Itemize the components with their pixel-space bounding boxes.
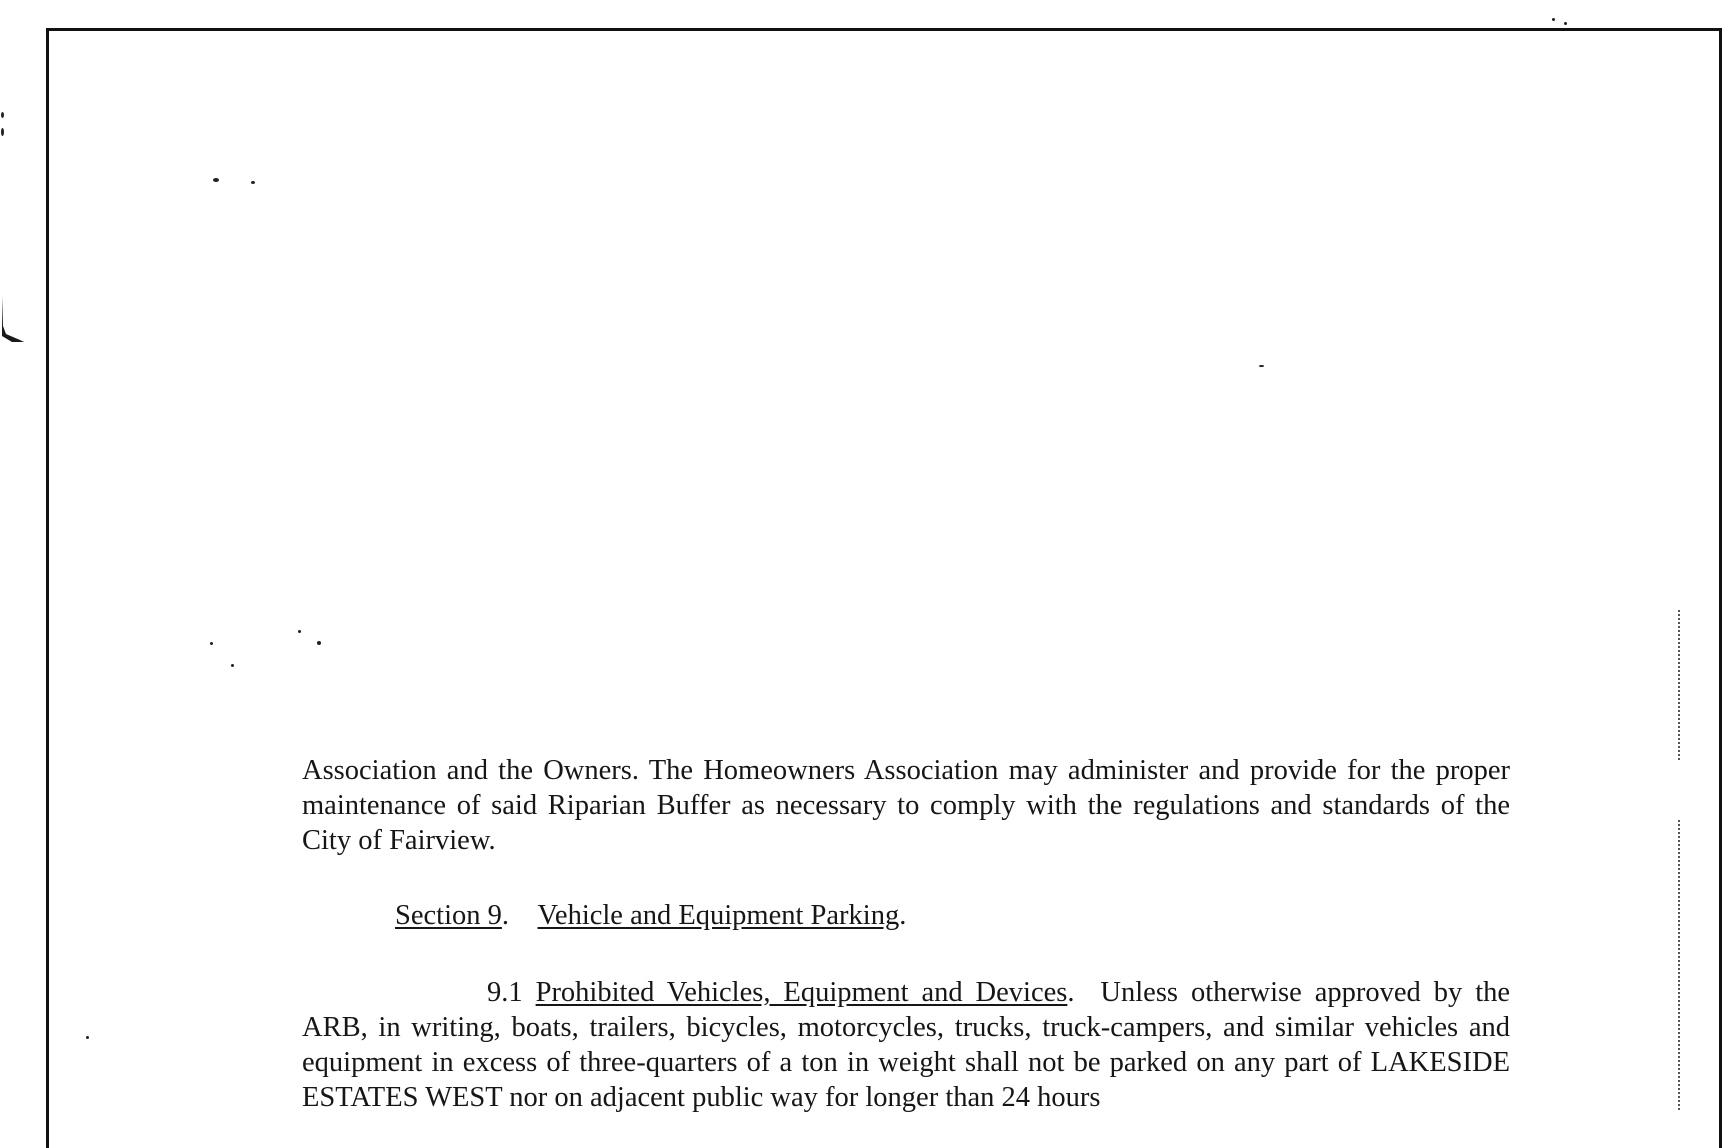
scan-speck <box>210 642 213 645</box>
subsection-body: Unless otherwise approved by the ARB, in writing, boats, trailers, bicycles, motorcycles, trucks, truck-campers, and similar vehicles and equipment in excess of three-quarters of a ton in weight shall not be parked on any part of LAKESIDE ESTATES WEST nor on adjacent public way for longer than 24 hours <box>302 977 1511 1113</box>
scan-speck <box>298 630 301 633</box>
scan-speck <box>1259 365 1264 367</box>
scan-speck <box>1 112 4 118</box>
subsection-heading: Prohibited Vehicles, Equipment and Devices <box>535 977 1068 1008</box>
scan-speck <box>86 1036 89 1039</box>
scan-speck <box>317 641 321 645</box>
subsection-number: 9.1 <box>487 977 523 1008</box>
scan-speck <box>213 178 219 182</box>
scan-speck <box>1552 18 1555 21</box>
section-heading: Section 9. Vehicle and Equipment Parking. <box>395 900 907 931</box>
scan-edge-dashes <box>1678 610 1682 760</box>
section-number: Section 9 <box>395 900 502 931</box>
scan-speck <box>1 128 4 136</box>
scan-speck <box>231 664 234 667</box>
scan-edge-dashes <box>1678 820 1682 1110</box>
section-title: Vehicle and Equipment Parking <box>537 900 900 931</box>
scan-speck <box>1564 22 1567 25</box>
scan-speck <box>251 181 255 184</box>
paragraph-1: Association and the Owners. The Homeowners Association may administer and provide for the proper maintenance of said Riparian Buffer as necessary to comply with the regulations and standards of the City of Fairview. <box>302 755 1510 856</box>
paragraph-9-1: 9.1 Prohibited Vehicles, Equipment and Devices. Unless otherwise approved by the ARB, in writing, boats, trailers, bicycles, motorcycles, trucks, truck-campers, and similar vehicles and equipment in excess of three-quarters of a ton in weight shall not be parked on any part of LAKESIDE ESTATES WEST nor on adjacent public way for longer than 24 hours <box>302 977 1511 1113</box>
scan-edge-mark <box>0 296 24 348</box>
